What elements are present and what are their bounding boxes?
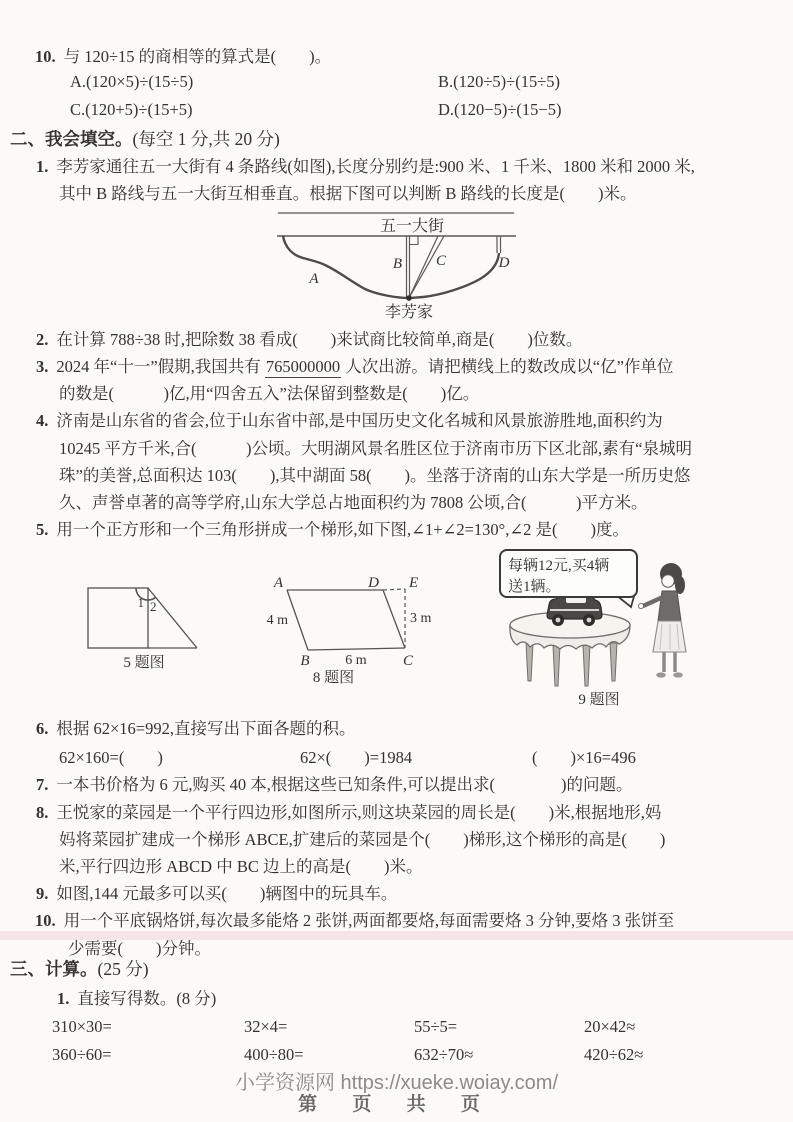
angle-1-label: 1 <box>137 595 144 610</box>
question-number: 6. <box>36 719 49 738</box>
table <box>510 612 630 686</box>
route-a-label: A <box>309 271 319 287</box>
triangle-hypotenuse <box>148 588 197 648</box>
figure-5-trapezoid <box>84 583 204 653</box>
fill-q8-line-2: 妈将菜园扩建成一个梯形 ABCE,扩建后的菜园是个( )梯形,这个梯形的高是( ) <box>59 830 666 849</box>
saleswoman <box>638 563 686 678</box>
option-c: C.(120+5)÷(15+5) <box>70 100 193 119</box>
section-2-heading <box>10 126 280 151</box>
option-a: A.(120×5)÷(15÷5) <box>70 72 194 91</box>
fill-q8-line-3: 米,平行四边形 ABCD 中 BC 边上的高是( )米。 <box>59 857 423 876</box>
fill-q4-line-4: 久、声誉卓著的高等学府,山东大学总占地面积约为 7808 公顷,合( )平方米。 <box>59 493 648 512</box>
figure-8-caption: 8 题图 <box>312 670 355 686</box>
route-d-label: D <box>498 255 510 271</box>
calc-expression: 55÷5= <box>414 1017 458 1036</box>
page-number-placeholder: 第 页 共 页 <box>298 1094 495 1115</box>
fill-q4-line-2: 10245 平方千米,合( )公顷。大明湖风景名胜区位于济南市历下区北部,素有“泉城明 <box>59 439 692 458</box>
site-watermark: 小学资源网 https://xueke.woiay.com/ <box>234 1072 559 1094</box>
woman-shoe <box>656 672 666 677</box>
calc-expression: 32×4= <box>244 1017 288 1036</box>
section-3-heading <box>10 956 149 981</box>
fill-q2-line <box>36 327 582 353</box>
route-b-label: B <box>392 256 402 272</box>
question-number: 8. <box>36 803 49 822</box>
fill-q5-line <box>36 517 629 543</box>
sub-number: 1. <box>57 989 70 1008</box>
vertex-e-label: E <box>409 575 419 591</box>
route-c-line-left <box>409 236 438 298</box>
section-2-note: (每空 1 分,共 20 分) <box>132 129 280 149</box>
question-number: 10. <box>35 911 56 930</box>
table-leg <box>553 645 560 686</box>
home-dot <box>406 295 412 301</box>
sub-text: 直接写得数。(8 分) <box>77 989 217 1008</box>
fill-q4-line-1 <box>36 408 663 434</box>
option-d: D.(120−5)÷(15−5) <box>438 100 562 119</box>
question-text: 用一个平底锅烙饼,每次最多能烙 2 张饼,两面都要烙,每面需要烙 3 分钟,要烙 3 张饼至 <box>63 911 675 930</box>
vertex-d-label: D <box>368 575 379 591</box>
calc-expression: 360÷60= <box>52 1045 112 1064</box>
fill-q6-item-3: ( )×16=496 <box>532 748 636 767</box>
fill-q6-line-1 <box>36 716 356 742</box>
figure-9-caption: 9 题图 <box>578 692 620 708</box>
question-text-pre: 2024 年“十一”假期,我国共有 <box>56 357 265 376</box>
car-wheel-hub <box>556 618 561 623</box>
woman-shoe <box>673 672 683 677</box>
question-number: 10. <box>35 47 56 66</box>
question-text: 在计算 788÷38 时,把除数 38 看成( )来试商比较简单,商是( )位数。 <box>56 330 583 349</box>
fill-q7-line <box>36 772 633 798</box>
question-text: 与 120÷15 的商相等的算式是( )。 <box>63 47 332 66</box>
car-wheel-hub <box>587 618 592 623</box>
question-number: 2. <box>36 330 49 349</box>
fill-q8-line-1 <box>36 800 661 826</box>
figure-8-parallelogram <box>246 572 432 672</box>
angle-2-label: 2 <box>150 599 157 614</box>
table-leg <box>610 643 617 681</box>
fill-q10-line-2: 少需要( )分钟。 <box>68 939 211 958</box>
vertex-a-label: A <box>273 575 283 591</box>
bubble-text-line-2: 送1辆。 <box>508 579 561 595</box>
route-c-label: C <box>436 253 447 269</box>
fill-q1-line-2: 其中 B 路线与五一大街互相垂直。根据下图可以判断 B 路线的长度是( )米。 <box>59 184 637 203</box>
right-angle-mark <box>410 236 419 245</box>
figure-5-caption: 5 题图 <box>123 655 165 671</box>
question-number: 1. <box>36 157 49 176</box>
side-ab-measure: 4 m <box>266 613 288 628</box>
table-leg <box>526 643 533 681</box>
question-number: 5. <box>36 520 49 539</box>
vertex-b-label: B <box>300 653 310 669</box>
calc-expression: 400÷80= <box>244 1045 304 1064</box>
calc-sub-heading <box>57 986 216 1012</box>
question-number: 7. <box>36 775 49 794</box>
question-text: 一本书价格为 6 元,购买 40 本,根据这些已知条件,可以提出求( )的问题。 <box>56 775 633 794</box>
question-text: 王悦家的菜园是一个平行四边形,如图所示,则这块菜园的周长是( )米,根据地形,妈 <box>56 803 662 822</box>
calc-expression: 420÷62≈ <box>584 1045 644 1064</box>
question-number: 3. <box>36 357 49 376</box>
fill-q9-line <box>36 881 397 907</box>
fill-q1-line-1 <box>36 154 695 180</box>
section-3-note: (25 分) <box>97 959 149 979</box>
option-b: B.(120÷5)÷(15÷5) <box>438 72 561 91</box>
figure-route-map <box>262 205 524 323</box>
question-text: 济南是山东省的省会,位于山东省中部,是中国历史文化名城和风景旅游胜地,面积约为 <box>56 411 663 430</box>
section-3-title: 三、计算。 <box>10 959 98 979</box>
question-text: 根据 62×16=992,直接写出下面各题的积。 <box>56 719 356 738</box>
street-label: 五一大街 <box>379 218 445 235</box>
route-d-curve <box>409 253 499 298</box>
question-text: 李芳家通往五一大街有 4 条路线(如图),长度分别约是:900 米、1 千米、1800 米和 2000 米, <box>56 157 695 176</box>
calc-expression: 310×30= <box>52 1017 112 1036</box>
home-label: 李芳家 <box>384 304 434 321</box>
woman-face <box>662 575 674 587</box>
underlined-number: 765000000 <box>265 357 341 376</box>
vertex-c-label: C <box>402 653 414 669</box>
figure-9-illustration <box>490 543 708 689</box>
fill-q6-item-2: 62×( )=1984 <box>300 748 413 767</box>
side-bc <box>308 648 405 650</box>
side-dc <box>383 590 405 648</box>
fill-q3-line-2: 的数是( )亿,用“四舍五入”法保留到整数是( )亿。 <box>59 384 480 403</box>
question-text-post: 人次出游。请把横线上的数改成以“亿”作单位 <box>341 357 674 376</box>
question-text: 如图,144 元最多可以买( )辆图中的玩具车。 <box>56 884 398 903</box>
dashed-de <box>383 589 405 590</box>
side-ab <box>287 590 308 650</box>
side-ec-measure: 3 m <box>410 611 432 626</box>
fill-q4-line-3: 珠”的美誉,总面积达 103( ),其中湖面 58( )。坐落于济南的山东大学是一所历史悠 <box>59 466 691 485</box>
calc-expression: 632÷70≈ <box>414 1045 474 1064</box>
calc-expression: 20×42≈ <box>584 1017 636 1036</box>
route-a-curve <box>283 236 409 298</box>
question-number: 4. <box>36 411 49 430</box>
section-2-title: 二、我会填空。 <box>10 129 133 149</box>
woman-hand <box>638 603 643 608</box>
choice-q10-line <box>35 44 331 70</box>
question-text: 用一个正方形和一个三角形拼成一个梯形,如下图,∠1+∠2=130°,∠2 是( )度。 <box>56 520 630 539</box>
bubble-text-line-1: 每辆12元,买4辆 <box>508 558 610 574</box>
question-number: 9. <box>36 884 49 903</box>
table-leg <box>583 645 590 686</box>
fill-q6-item-1: 62×160=( ) <box>59 748 163 767</box>
fill-q3-line-1 <box>36 354 673 380</box>
side-bc-measure: 6 m <box>345 653 367 668</box>
